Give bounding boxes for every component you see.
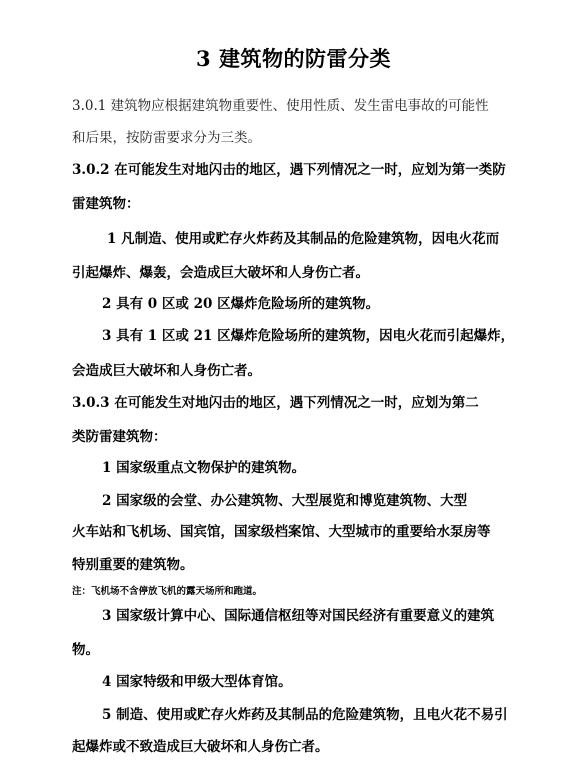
clause-3-0-2-line-2: 雷建筑物： xyxy=(72,196,140,212)
clause-3-0-3-note: 注：飞机场不含停放飞机的露天场所和跑道。 xyxy=(72,586,263,597)
clause-3-0-3-line-2: 类防雷建筑物： xyxy=(72,429,167,445)
clause-3-0-2-line-1: 3.0.2 在可能发生对地闪击的地区，遇下列情况之一时，应划为第一类防 xyxy=(72,162,506,178)
clause-3-0-3-item-5-line-2: 起爆炸或不致造成巨大破坏和人身伤亡者。 xyxy=(72,739,329,755)
clause-3-0-2-item-1-line-1: 1 凡制造、使用或贮存火炸药及其制品的危险建筑物，因电火花而 xyxy=(107,231,500,247)
clause-3-0-1-line-1: 3.0.1 建筑物应根据建筑物重要性、使用性质、发生雷电事故的可能性 xyxy=(72,98,489,114)
clause-3-0-3-item-1: 1 国家级重点文物保护的建筑物。 xyxy=(102,460,306,476)
clause-3-0-3-item-3-line-2: 物。 xyxy=(72,642,99,658)
clause-3-0-3-item-5-line-1: 5 制造、使用或贮存火炸药及其制品的危险建筑物，且电火花不易引 xyxy=(102,707,508,723)
clause-3-0-2-item-1-line-2: 引起爆炸、爆轰，会造成巨大破坏和人身伤亡者。 xyxy=(72,265,369,281)
clause-3-0-3-item-4: 4 国家特级和甲级大型体育馆。 xyxy=(102,674,292,690)
clause-3-0-2-item-3-line-2: 会造成巨大破坏和人身伤亡者。 xyxy=(72,363,261,379)
clause-3-0-3-item-2-line-2: 火车站和飞机场、国宾馆，国家级档案馆、大型城市的重要给水泵房等 xyxy=(72,524,491,540)
clause-3-0-2-item-2: 2 具有 0 区或 20 区爆炸危险场所的建筑物。 xyxy=(102,296,380,312)
page-title: 3 建筑物的防雷分类 xyxy=(196,46,391,71)
clause-3-0-3-item-3-line-1: 3 国家级计算中心、国际通信枢纽等对国民经济有重要意义的建筑 xyxy=(102,608,495,624)
clause-3-0-3-item-2-line-1: 2 国家级的会堂、办公建筑物、大型展览和博览建筑物、大型 xyxy=(102,493,468,509)
clause-3-0-3-item-2-line-3: 特别重要的建筑物。 xyxy=(72,557,194,573)
clause-3-0-1-line-2: 和后果，按防雷要求分为三类。 xyxy=(72,130,261,146)
clause-3-0-3-line-1: 3.0.3 在可能发生对地闪击的地区，遇下列情况之一时，应划为第二 xyxy=(72,395,479,411)
clause-3-0-2-item-3-line-1: 3 具有 1 区或 21 区爆炸危险场所的建筑物，因电火花而引起爆炸， xyxy=(102,328,515,344)
